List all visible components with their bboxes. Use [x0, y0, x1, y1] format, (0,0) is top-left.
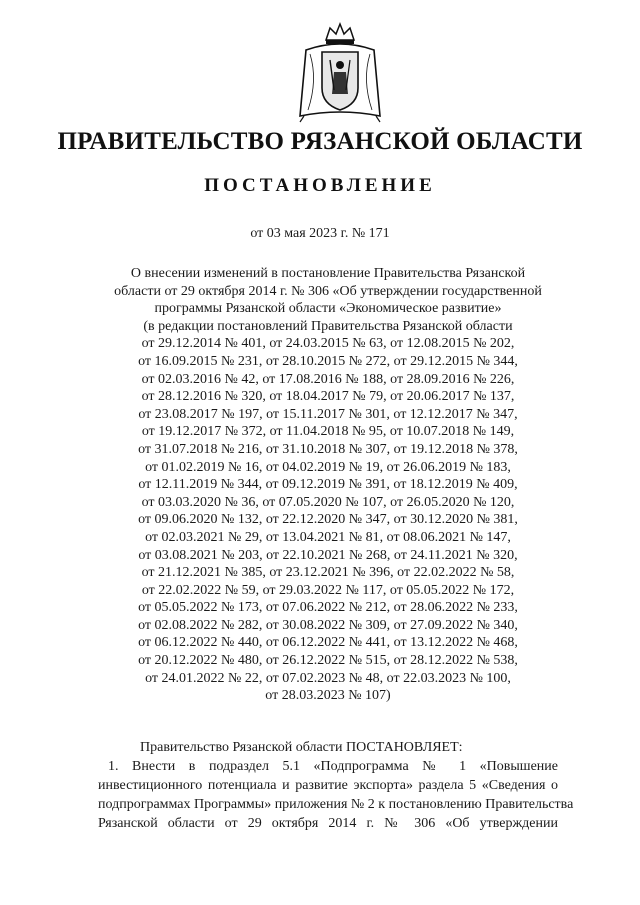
subject-line: О внесении изменений в постановление Правительства Рязанской — [130, 266, 526, 281]
subject-line: от 22.02.2022 № 59, от 29.03.2022 № 117, от 05.05.2022 № 172, — [141, 582, 515, 598]
subject-line: от 03.03.2020 № 36, от 07.05.2020 № 107, от 26.05.2020 № 120, — [141, 494, 515, 510]
government-title: ПРАВИТЕЛЬСТВО РЯЗАНСКОЙ ОБЛАСТИ — [57, 128, 583, 155]
document-type-title: ПОСТАНОВЛЕНИЕ — [204, 175, 436, 196]
subject-line: от 01.02.2019 № 16, от 04.02.2019 № 19, от 26.06.2019 № 183, — [145, 459, 511, 475]
item-1-line: подпрограммах Программы» приложения № 2 к постановлению Правительства — [98, 797, 574, 812]
subject-line: от 23.08.2017 № 197, от 15.11.2017 № 301, от 12.12.2017 № 347, — [138, 406, 518, 422]
subject-line: от 29.12.2014 № 401, от 24.03.2015 № 63, от 12.08.2015 № 202, — [141, 336, 515, 352]
subject-line: области от 29 октября 2014 г. № 306 «Об утверждении государственной — [114, 283, 542, 299]
subject-line: от 31.07.2018 № 216, от 31.10.2018 № 307, от 19.12.2018 № 378, — [138, 441, 518, 457]
subject-line: от 03.08.2021 № 203, от 22.10.2021 № 268, от 24.11.2021 № 320, — [138, 547, 518, 563]
subject-line: от 16.09.2015 № 231, от 28.10.2015 № 272, от 29.12.2015 № 344, — [138, 353, 518, 369]
subject-line: от 21.12.2021 № 385, от 23.12.2021 № 396, от 22.02.2022 № 58, — [141, 565, 515, 581]
document-date-number: от 03 мая 2023 г. № 171 — [250, 226, 390, 241]
subject-line: от 28.03.2023 № 107) — [265, 688, 391, 704]
item-1-line: 1. Внести в подраздел 5.1 «Подпрограмма № 1 «Повышение — [108, 759, 558, 774]
item-1-line: Рязанской области от 29 октября 2014 г. № 306 «Об утверждении — [98, 816, 558, 831]
preamble-paragraph: Правительство Рязанской области ПОСТАНОВЛЯЕТ: — [140, 740, 463, 755]
subject-line: от 02.03.2016 № 42, от 17.08.2016 № 188, от 28.09.2016 № 226, — [141, 371, 515, 387]
item-1-line: инвестиционного потенциала и развитие экспорта» раздела 5 «Сведения о — [98, 778, 558, 793]
document-body — [98, 738, 574, 833]
subject-line: от 19.12.2017 № 372, от 11.04.2018 № 95, от 10.07.2018 № 149, — [141, 424, 515, 440]
subject-line: от 02.03.2021 № 29, от 13.04.2021 № 81, от 08.06.2021 № 147, — [145, 529, 511, 545]
subject-line: от 09.06.2020 № 132, от 22.12.2020 № 347, от 30.12.2020 № 381, — [138, 512, 518, 528]
subject-line: от 20.12.2022 № 480, от 26.12.2022 № 515, от 28.12.2022 № 538, — [138, 653, 518, 669]
subject-line: от 24.01.2022 № 22, от 07.02.2023 № 48, от 22.03.2023 № 100, — [145, 670, 511, 686]
subject-line: от 12.11.2019 № 344, от 09.12.2019 № 391, от 18.12.2019 № 409, — [138, 477, 518, 493]
subject-line: от 28.12.2016 № 320, от 18.04.2017 № 79, от 20.06.2017 № 137, — [141, 389, 515, 405]
document-subject — [98, 265, 558, 705]
subject-line: от 05.05.2022 № 173, от 07.06.2022 № 212, от 28.06.2022 № 233, — [138, 600, 518, 616]
subject-line: от 02.08.2022 № 282, от 30.08.2022 № 309, от 27.09.2022 № 340, — [138, 617, 518, 633]
subject-line: от 06.12.2022 № 440, от 06.12.2022 № 441, от 13.12.2022 № 468, — [138, 635, 518, 651]
subject-line: программы Рязанской области «Экономическое развитие» — [154, 301, 502, 317]
subject-line: (в редакции постановлений Правительства Рязанской области — [143, 318, 513, 334]
coat-of-arms-emblem — [296, 20, 384, 124]
